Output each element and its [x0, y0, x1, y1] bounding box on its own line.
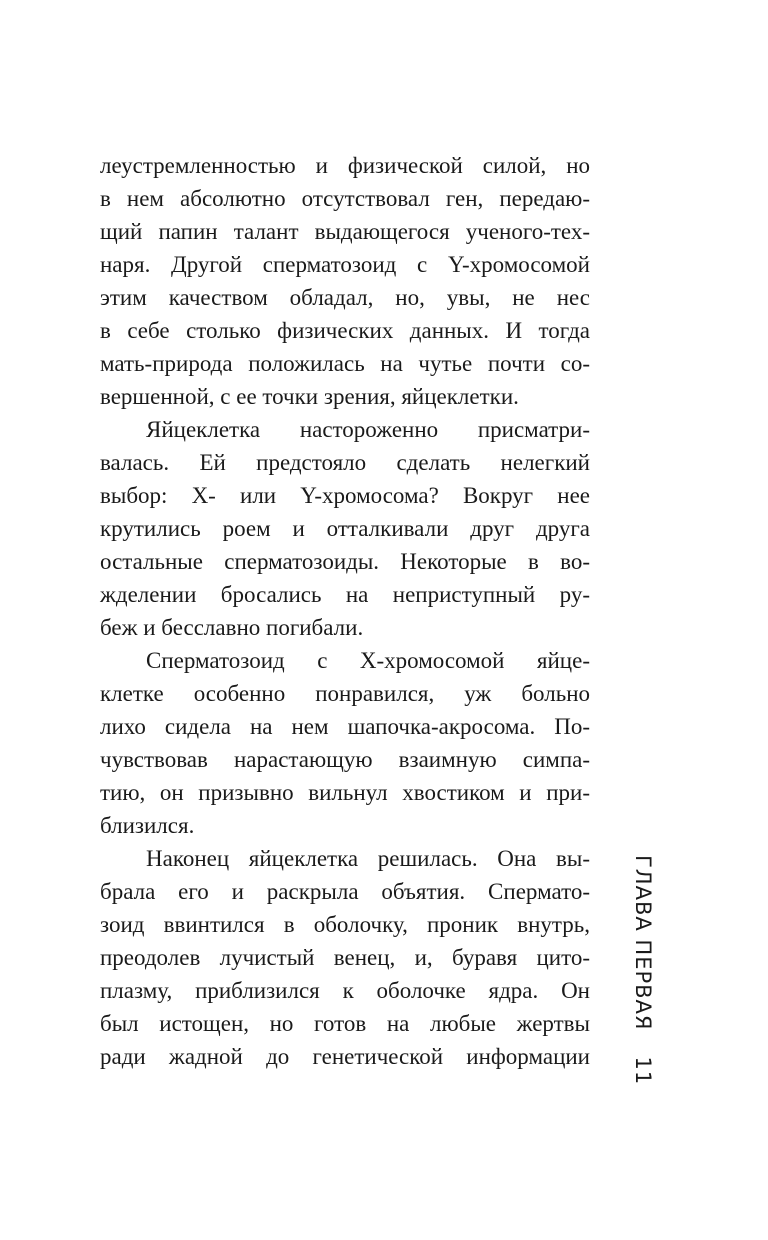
text-line: леустремленностью и физической силой, но [100, 153, 590, 178]
text-line: ради жадной до генетической информации [100, 1044, 590, 1069]
text-line: в нем абсолютно отсутствовал ген, передаю- [100, 186, 590, 211]
text-line: в себе столько физических данных. И тогда [100, 318, 590, 343]
body-text [100, 149, 590, 1073]
text-line: плазму, приблизился к оболочке ядра. Он [100, 978, 590, 1003]
text-line: этим качеством обладал, но, увы, не нес [100, 285, 590, 310]
text-line: тию, он призывно вильнул хвостиком и при- [100, 780, 590, 805]
text-line: мать-природа положилась на чутье почти со- [100, 351, 590, 376]
running-head [628, 855, 658, 1085]
text-line: остальные сперматозоиды. Некоторые в во- [100, 549, 590, 574]
text-line: беж и бесславно погибали. [100, 615, 364, 640]
text-line: брала его и раскрыла объятия. Спермато- [100, 879, 590, 904]
text-line: клетке особенно понравился, уж больно [100, 681, 590, 706]
text-line: выбор: X- или Y-хромосома? Вокруг нее [100, 483, 590, 508]
text-line: наря. Другой сперматозоид с Y-хромосомой [100, 252, 590, 277]
text-line: крутились роем и отталкивали друг друга [100, 516, 590, 541]
text-line: валась. Ей предстояло сделать нелегкий [100, 450, 590, 475]
text-line: зоид ввинтился в оболочку, проник внутрь, [100, 912, 590, 937]
text-line: вершенной, с ее точки зрения, яйцеклетки. [100, 384, 519, 409]
text-line: преодолев лучистый венец, и, буравя цито- [100, 945, 590, 970]
text-line: был истощен, но готов на любые жертвы [100, 1011, 590, 1036]
text-line: Яйцеклетка настороженно присматри- [146, 417, 590, 442]
text-line: жделении бросались на неприступный ру- [100, 582, 590, 607]
text-line: Наконец яйцеклетка решилась. Она вы- [146, 846, 590, 871]
chapter-title: ГЛАВА ПЕРВАЯ [631, 855, 655, 1031]
text-line: щий папин талант выдающегося ученого-тех- [100, 219, 590, 244]
page-number: 11 [631, 1056, 655, 1086]
text-line: Сперматозоид с X-хромосомой яйце- [146, 648, 590, 673]
text-line: лихо сидела на нем шапочка-акросома. По- [100, 714, 590, 739]
text-line: чувствовав нарастающую взаимную симпа- [100, 747, 590, 772]
text-line: близился. [100, 813, 195, 838]
